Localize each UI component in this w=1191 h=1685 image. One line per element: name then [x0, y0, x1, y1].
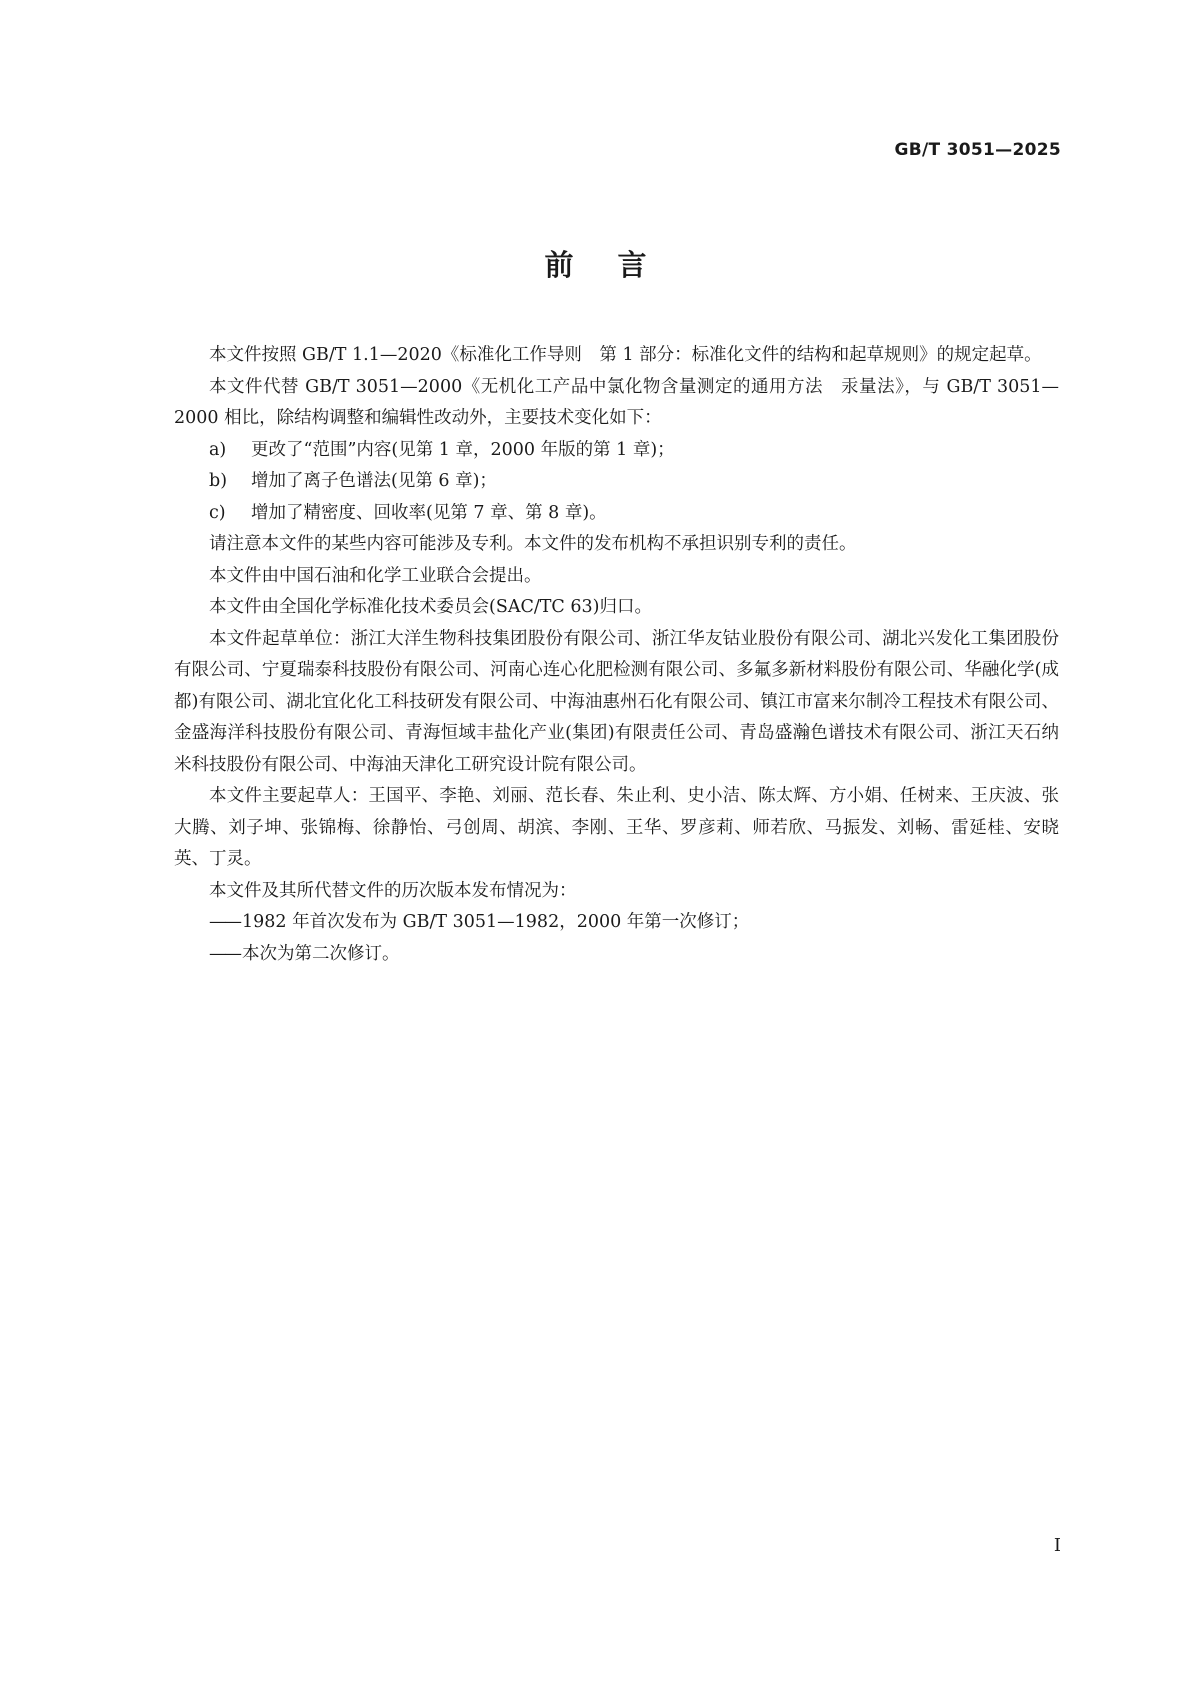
history-dash: —— — [209, 912, 240, 932]
list-marker: c) — [209, 502, 226, 523]
list-item — [174, 498, 1059, 530]
history-dash: —— — [209, 943, 240, 964]
page-number: I — [1053, 1535, 1061, 1556]
list-item-text: 增加了精密度、回收率(见第 7 章、第 8 章)。 — [251, 502, 607, 523]
foreword-body — [174, 340, 1059, 970]
list-item-text: 更改了“范围”内容(见第 1 章，2000 年版的第 1 章)； — [251, 439, 675, 460]
paragraph-patent-notice: 请注意本文件的某些内容可能涉及专利。本文件的发布机构不承担识别专利的责任。 — [209, 534, 857, 554]
history-item — [174, 939, 1059, 971]
list-item — [174, 466, 1059, 498]
history-item — [174, 907, 1059, 939]
list-item — [174, 435, 1059, 467]
paragraph-drafters: 本文件主要起草人：王国平、李艳、刘丽、范长春、朱止利、史小洁、陈太辉、方小娟、任树来、王庆波、张大腾、刘子坤、张锦梅、徐静怡、弓创周、胡滨、李刚、王华、罗彦莉、师若欣、马振发、刘畅、雷延桂、安晓英、丁灵。 — [174, 786, 1059, 869]
paragraph-version-history: 本文件及其所代替文件的历次版本发布情况为： — [209, 880, 577, 901]
paragraph-drafting-rules: 本文件按照 GB/T 1.1—2020《标准化工作导则 第 1 部分：标准化文件的结构和起草规则》的规定起草。 — [209, 345, 1042, 365]
paragraph-technical-committee: 本文件由全国化学标准化技术委员会(SAC/TC 63)归口。 — [209, 597, 652, 617]
paragraph-drafting-units: 本文件起草单位：浙江大洋生物科技集团股份有限公司、浙江华友钴业股份有限公司、湖北兴发化工集团股份有限公司、宁夏瑞泰科技股份有限公司、河南心连心化肥检测有限公司、多氟多新材料股份有限公司、华融化学(成都)有限公司、湖北宜化化工科技研发有限公司、中海油惠州石化有限公司、镇江市富来尔制冷工程技术有限公司、金盛海洋科技股份有限公司、青海恒域丰盐化产业(集团)有限责任公司、青岛盛瀚色谱技术有限公司、浙江天石纳米科技股份有限公司、中海油天津化工研究设计院有限公司。 — [174, 628, 1059, 775]
history-item-text: 本次为第二次修订。 — [242, 943, 400, 964]
history-item-text: 1982 年首次发布为 GB/T 3051—1982，2000 年第一次修订； — [242, 912, 750, 932]
paragraph-proposer: 本文件由中国石油和化学工业联合会提出。 — [209, 565, 542, 586]
list-item-text: 增加了离子色谱法(见第 6 章)； — [251, 471, 497, 491]
list-marker: b) — [209, 471, 228, 491]
standard-number: GB/T 3051—2025 — [894, 140, 1061, 160]
list-marker: a) — [209, 439, 227, 460]
page-title: 前言 — [544, 248, 691, 282]
paragraph-replacement: 本文件代替 GB/T 3051—2000《无机化工产品中氯化物含量测定的通用方法 汞量法》，与 GB/T 3051—2000 相比，除结构调整和编辑性改动外，主要技术变化如下： — [174, 376, 1059, 428]
